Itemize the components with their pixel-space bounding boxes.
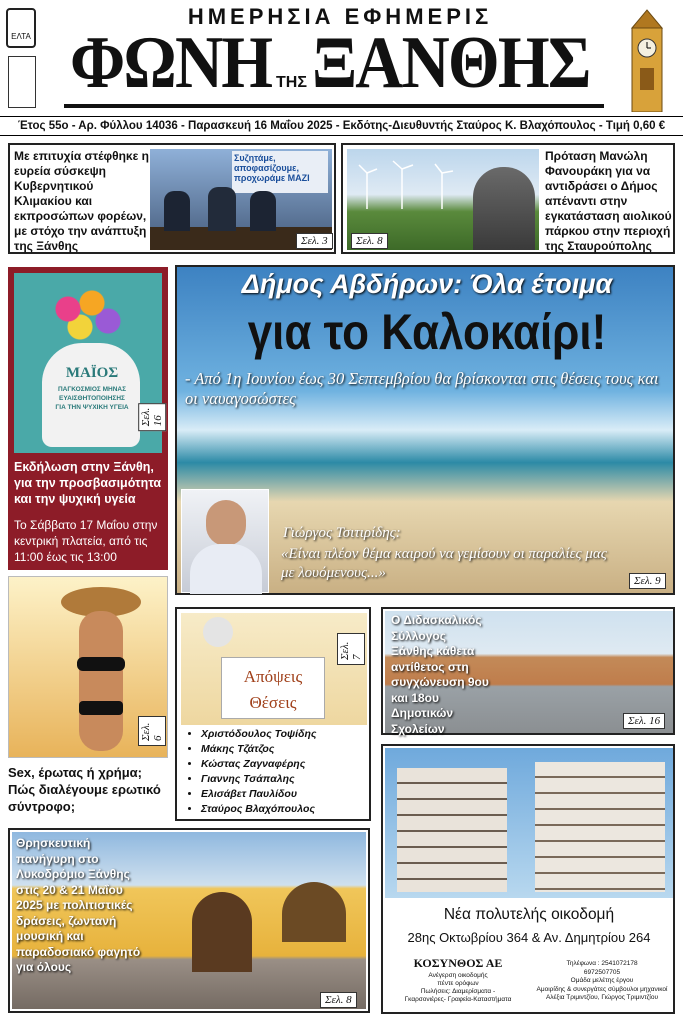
page-ref: Σελ. 16 [623,713,665,729]
ad-line: Ομάδα μελέτης έργου [570,977,634,984]
real-estate-ad[interactable] [381,744,675,1014]
board-line2: Θέσεις [249,693,297,712]
mayor-head [206,500,246,546]
masthead-mid: ΤΗΣ [276,74,307,91]
main-quote-name: Γιώργος Τσιτιρίδης: [283,525,401,541]
page-ref: Σελ. 16 [138,403,166,431]
festival-text: Θρησκευτική πανήγυρη στο Λυκοδρόμιο Ξάνθης στις 20 & 21 Μαΐου 2025 με πολιτιστικές δράσεις, ζωντανή μουσική και παραδοσιακό φαγητό για όλους [16,836,141,974]
elta-logo: ΕΛΤΑ [6,8,36,48]
masthead-left: ΦΩΝΗ [70,22,272,104]
bikini-top [77,657,125,671]
main-title: για το Καλοκαίρι! [247,304,607,360]
ad-line: Γκαρσονιέρες- Γραφεία-Καταστήματα [404,996,512,1003]
portrait-man [473,167,535,250]
story-meeting[interactable] [8,143,336,254]
main-subtitle: - Από 1η Ιουνίου έως 30 Σεπτεμβρίου θα βρίσκονται στις θέσεις τους και οι ναυαγοσώστες [185,369,659,408]
page-ref: Σελ. 3 [296,233,333,249]
story-festival[interactable] [8,828,370,1013]
ad-mobile: 6972507705 [583,968,621,976]
masthead-top: ΗΜΕΡΗΣΙΑ ΕΦΗΜΕΡΙΣ [187,4,493,29]
page-ref: Σελ. 8 [351,233,388,249]
meeting-person [164,191,190,231]
columnist: • Ελισάβετ Παυλίδου [201,787,367,802]
page-ref: Σελ. 6 [138,716,166,746]
ad-line: Αμοιρίδης & συνεργάτες σύμβουλοι μηχανικοί [536,985,668,993]
page-ref: Σελ. 9 [629,573,666,589]
columnist: • Γιαννης Τσάπαλης [201,772,367,787]
ad-line: Ανέγερση οικοδομής [428,972,488,979]
mayor-body [190,544,262,594]
teachers-text: Ο Διδασκαλικός Σύλλογος Ξάνθης κάθετα αντίθετος στη συγχώνευση 9ου και 18ου Δημοτικών Σχολείων [391,613,489,736]
may-subtitle: ΠΑΓΚΟΣΜΙΟΣ ΜΗΝΑΣ ΕΥΑΙΣΘΗΤΟΠΟΙΗΣΗΣ ΓΙΑ ΤΗΝ ΨΥΧΙΚΗ ΥΓΕΙΑ [55,386,129,411]
may-body: Το Σάββατο 17 Μαΐου στην κεντρική πλατεία, από τις 11:00 έως τις 13:00 [14,518,158,564]
may-headline: Εκδήλωση στην Ξάνθη, για την προσβασιμότητα και την ψυχική υγεία [14,460,162,506]
ad-title: Νέα πολυτελής οικοδομή [443,906,615,923]
chapel-arch [282,882,346,942]
main-story[interactable] [175,265,675,595]
building [397,768,507,892]
meeting-person [250,191,276,231]
ad-phone: Τηλέφωνα : 2541072178 [566,960,638,967]
columnist: • Χριστόδουλος Τοψίδης [201,727,367,742]
columnist: • Σταύρος Βλαχόπουλος [201,802,367,817]
postage-tag [8,56,36,108]
masthead-rule [64,104,604,108]
building [535,762,665,892]
ad-address: 28ης Οκτωβρίου 364 & Αν. Δημητρίου 264 [407,930,651,945]
ad-company: ΚΟΣΥΝΘΟΣ ΑΕ [413,956,503,970]
columnist: • Μάκης Τζάτζος [201,742,367,757]
clock-tower-icon [618,8,676,112]
opinions-box[interactable] [175,607,371,821]
ad-line: πέντε ορόφων [437,980,479,987]
may-title: ΜΑΪΟΣ [65,365,119,381]
story-teachers[interactable] [381,607,675,735]
main-quote: «Είναι πλέον θέμα καιρού να γεμίσουν οι παραλίες μας με λουόμενους...» [281,546,607,581]
opinions-list [191,727,367,817]
building-render [385,748,673,898]
ad-company-info [387,972,529,1004]
issue-info-bar: Έτος 55ο - Αρ. Φύλλου 14036 - Παρασκευή 16 Μαΐου 2025 - Εκδότης-Διευθυντής Σταύρος Κ. Βλαχόπουλος - Τιμή 0,60 € [0,116,683,136]
figure-head [203,617,233,647]
opinions-visual [181,613,367,725]
mayor-photo [181,489,269,593]
may-poster [14,273,165,453]
board-line1: Απόψεις [243,667,303,686]
page-ref: Σελ. 8 [320,992,357,1008]
ad-line: Πωλήσεις: Διαμερίσματα - [420,988,496,995]
bikini-photo [8,576,168,758]
ad-contact-info [531,960,673,1003]
story-relationship[interactable] [8,576,168,820]
chapel-arch [192,892,252,972]
page-ref: Σελ. 7 [337,633,365,665]
ad-line: Αλέξια Τριμιντζίου, Γιώργος Τριμιντζίου [545,994,659,1001]
columnist: • Κώστας Ζαγναφέρης [201,757,367,772]
story-windfarm[interactable] [341,143,675,254]
masthead [0,0,683,118]
story-mental-health[interactable] [8,267,168,570]
masthead-right: ΞΑΝΘΗΣ [312,22,590,104]
meeting-person [208,187,236,231]
bikini-bottom [79,701,123,715]
bikini-headline: Sex, έρωτας ή χρήμα; Πώς διαλέγουμε ερωτικό σύντροφο; [8,765,161,814]
wind-turbine-icon [357,159,467,209]
figure [79,611,123,751]
flower-head [44,285,124,345]
main-kicker: Δήμος Αβδήρων: Όλα έτοιμα [241,269,613,299]
meeting-banner: Συζητάμε, αποφασίζουμε, προχωράμε ΜΑΖΙ [232,151,328,193]
story-meeting-text: Με επιτυχία στέφθηκε η ευρεία σύσκεψη Κυβερνητικού Κλιμακίου και εκπροσώπων φορέων, με στόχο την ανάπτυξη της Ξάνθης [14,149,149,253]
story-windfarm-text: Πρόταση Μανώλη Φανουράκη για να αντιδράσει ο Δήμος απέναντι στην εγκατάσταση αιολικού πάρκου στην περιοχή της Σταυρούπολης [545,149,672,253]
